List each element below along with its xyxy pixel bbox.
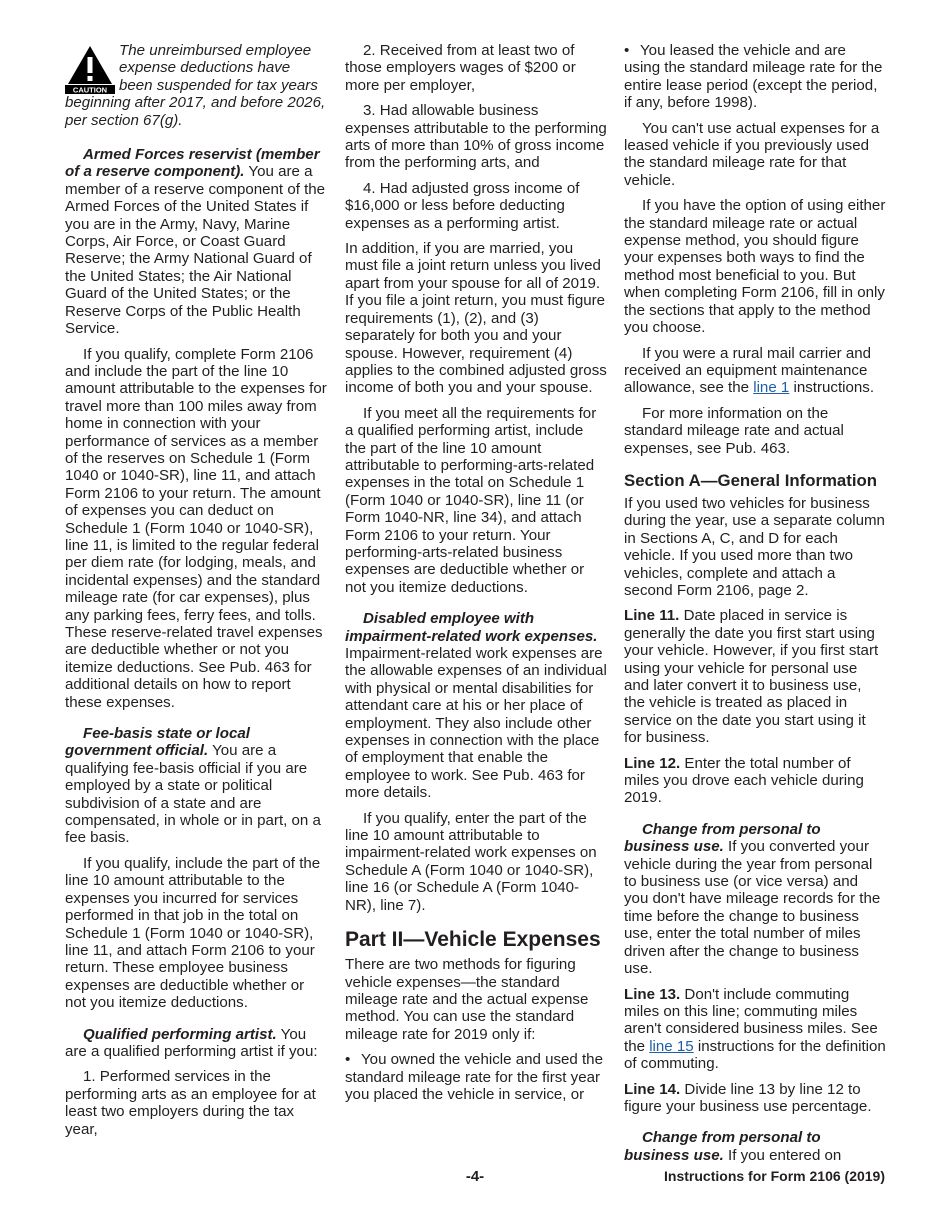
- line-13-heading: Line 13.: [624, 985, 681, 1003]
- line-13-text-post: instructions for the definition of commuting.: [624, 1037, 886, 1073]
- fee-basis-qualify: If you qualify, include the part of the line 10 amount attributable to the expenses you incurred for services performed in that job in the total on Schedule 1 (Form 1040 or 1040-SR), line 11, and attach Form 2106 to your return. These employee business expenses are deductible whether or not you itemize deductions.: [65, 854, 321, 1012]
- line-13-paragraph: [624, 986, 886, 1073]
- artist-item-2-text: Received from at least two of those employers wages of $200 or more per employer,: [345, 42, 576, 94]
- more-info-paragraph: For more information on the standard mileage rate and actual expenses, see Pub. 463.: [624, 404, 844, 457]
- artist-body: You are a qualified performing artist if you:: [65, 1025, 318, 1060]
- rural-text-post: instructions.: [789, 379, 875, 397]
- line-14-paragraph: [624, 1081, 886, 1116]
- change-use-paragraph-2: [624, 1129, 886, 1164]
- change-use-paragraph: [624, 821, 886, 978]
- rural-text-pre: If you were a rural mail carrier and received an equipment maintenance allowance, see the: [624, 344, 872, 397]
- bullet-owned-text: You owned the vehicle and used the standard mileage rate for the first year you placed the vehicle in service, or: [345, 1051, 603, 1103]
- artist-paragraph: [65, 1026, 327, 1061]
- bullet-owned: [345, 1051, 607, 1103]
- column-2: [345, 42, 607, 1111]
- line-14-body: Divide line 13 by line 12 to figure your business use percentage.: [624, 1080, 872, 1115]
- artist-item-1-number: 1.: [83, 1068, 96, 1086]
- bullet-icon: •: [624, 42, 630, 59]
- disabled-heading: Disabled employee with impairment-related work expenses.: [345, 610, 598, 645]
- artist-item-3-number: 3.: [363, 102, 376, 120]
- artist-item-4-number: 4.: [363, 179, 376, 197]
- artist-item-1: [65, 1068, 327, 1138]
- line-11-paragraph: [624, 607, 886, 746]
- reservist-body: You are a member of a reserve component of the Armed Forces of the United States if you are in the Army, Navy, Marine Corps, Air Force, or Coast Guard Reserve; the Army National Guard of the United States; the Air National Guard of the United States; or the Reserve Corps of the Public Health Service.: [65, 163, 326, 338]
- line-11-heading: Line 11.: [624, 607, 680, 625]
- change-use-body-2: If you entered on: [728, 1146, 842, 1164]
- fee-basis-body: You are a qualifying fee-basis official if you are employed by a state or political subdivision of a state and are compensated, in whole or in part, on a fee basis.: [65, 742, 321, 847]
- fee-basis-paragraph: [65, 725, 327, 847]
- option-paragraph: If you have the option of using either the standard mileage rate or actual expense method, you should figure your expenses both ways to find the method most beneficial to you. But when completing Form 2106, fill in only the sections that apply to the method you choose.: [624, 197, 886, 337]
- meet-all-paragraph: If you meet all the requirements for a qualified performing artist, include the part of the line 10 amount attributable to performing-arts-related expenses in the total on Schedule 1 (Form 1040 or 1040-SR), line 11 (or Form 1040-NR, line 34), and attach Form 2106 to your return. Your performing-arts-related business expenses are deductible whether or not you itemize deductions.: [345, 404, 597, 596]
- reservist-paragraph: [65, 146, 327, 337]
- artist-item-4: [345, 180, 607, 232]
- artist-item-1-text: Performed services in the performing arts as an employee for at least two employers during the tax year,: [65, 1068, 316, 1138]
- line-13-text-pre: Don't include commuting miles on this line; commuting miles aren't considered business miles. See the: [624, 985, 878, 1055]
- line-12-body: Enter the total number of miles you drove each vehicle during 2019.: [624, 754, 864, 807]
- section-a-heading: Section A—General Information: [624, 470, 877, 490]
- change-use-body: If you converted your vehicle during the year from personal to business use (or vice versa) and you don't have mileage records for the time before the change to business use, enter the total number of miles driven after the change to business use.: [624, 838, 881, 978]
- line-12-paragraph: [624, 755, 886, 807]
- column-3: [624, 42, 886, 1172]
- caution-block: [65, 42, 327, 129]
- fee-basis-heading: Fee-basis state or local government official.: [65, 725, 250, 760]
- line-12-heading: Line 12.: [624, 754, 681, 772]
- disabled-paragraph: [345, 610, 607, 801]
- column-1: [65, 42, 327, 1146]
- caution-label: CAUTION: [72, 85, 108, 94]
- bullet-leased-text: You leased the vehicle and are using the standard mileage rate for the entire lease period (except the period, if any, before 1998).: [624, 42, 883, 112]
- change-use-heading-2: Change from personal to business use.: [624, 1129, 821, 1164]
- line-1-link[interactable]: line 1: [753, 379, 790, 397]
- caution-text: The unreimbursed employee expense deductions have been suspended for tax years beginning after 2017, and before 2026, per section 67(g).: [65, 42, 326, 129]
- disabled-qualify: If you qualify, enter the part of the line 10 amount attributable to impairment-related work expenses on Schedule A (Form 1040 or 1040-SR), line 16 (or Schedule A (Form 1040-NR), line 7).: [345, 809, 597, 914]
- caution-icon: [65, 44, 115, 94]
- footer-title: Instructions for Form 2106 (2019): [664, 1168, 885, 1184]
- line-11-body: Date placed in service is generally the date you first start using your vehicle. However, if you first start using your vehicle for personal use and later convert it to business use, the vehicle is treated as placed in service on the date you start using it for business.: [624, 607, 879, 747]
- section-a-body: If you used two vehicles for business during the year, use a separate column in Sections A, C, and D for each vehicle. If you used more than two vehicles, complete and attach a second Form 2106, page 2.: [624, 494, 885, 599]
- page-number: -4-: [465, 1168, 485, 1185]
- disabled-body: Impairment-related work expenses are the allowable expenses of an individual with physical or mental disabilities for attendant care at his or her place of employment. They also include other expenses in connection with the place of employment that enable the employee to work. See Pub. 463 for more details.: [345, 645, 607, 802]
- artist-item-3-text: Had allowable business expenses attributable to the performing arts of more than 10% of gross income from the performing arts, and: [345, 102, 607, 172]
- reservist-qualify: If you qualify, complete Form 2106 and include the part of the line 10 amount attributable to the expenses for travel more than 100 miles away from home in connection with your performance of services as a member of the reserves on Schedule 1 (Form 1040 or 1040-SR), line 11, and attach Form 2106 to your return. The amount of expenses you can deduct on Schedule 1 (Form 1040 or 1040-SR), line 11, is limited to the regular federal per diem rate (for lodging, meals, and incidental expenses) and the standard mileage rate (for car expenses), plus any parking fees, ferry fees, and tolls. These reserve-related travel expenses are deductible whether or not you itemize deductions. See Pub. 463 for additional details on how to report these expenses.: [65, 345, 327, 711]
- artist-item-3: [345, 102, 607, 172]
- artist-heading: Qualified performing artist.: [83, 1025, 277, 1043]
- bullet-icon: •: [345, 1051, 351, 1069]
- cant-use-paragraph: You can't use actual expenses for a leased vehicle if you previously used the standard mileage rate for that vehicle.: [624, 119, 880, 189]
- artist-item-4-text: Had adjusted gross income of $16,000 or less before deducting expenses as a performing artist.: [345, 179, 580, 232]
- bullet-leased: [624, 42, 886, 112]
- rural-paragraph: [624, 345, 886, 397]
- married-paragraph: In addition, if you are married, you must file a joint return unless you lived apart from your spouse for all of 2019. If you file a joint return, you must figure requirements (1), (2), and (3) separately for both you and your spouse. However, requirement (4) applies to the combined adjusted gross income of both you and your spouse.: [345, 240, 607, 397]
- line-14-heading: Line 14.: [624, 1080, 681, 1098]
- artist-item-2: [345, 42, 607, 94]
- reservist-heading: Armed Forces reservist (member of a reserve component).: [65, 146, 320, 181]
- change-use-heading: Change from personal to business use.: [624, 820, 821, 856]
- line-15-link[interactable]: line 15: [649, 1037, 694, 1055]
- part2-body: There are two methods for figuring vehicle expenses—the standard mileage rate and the actual expense method. You can use the standard mileage rate for 2019 only if:: [345, 956, 589, 1043]
- artist-item-2-number: 2.: [363, 42, 376, 59]
- part2-heading: Part II—Vehicle Expenses: [345, 928, 601, 952]
